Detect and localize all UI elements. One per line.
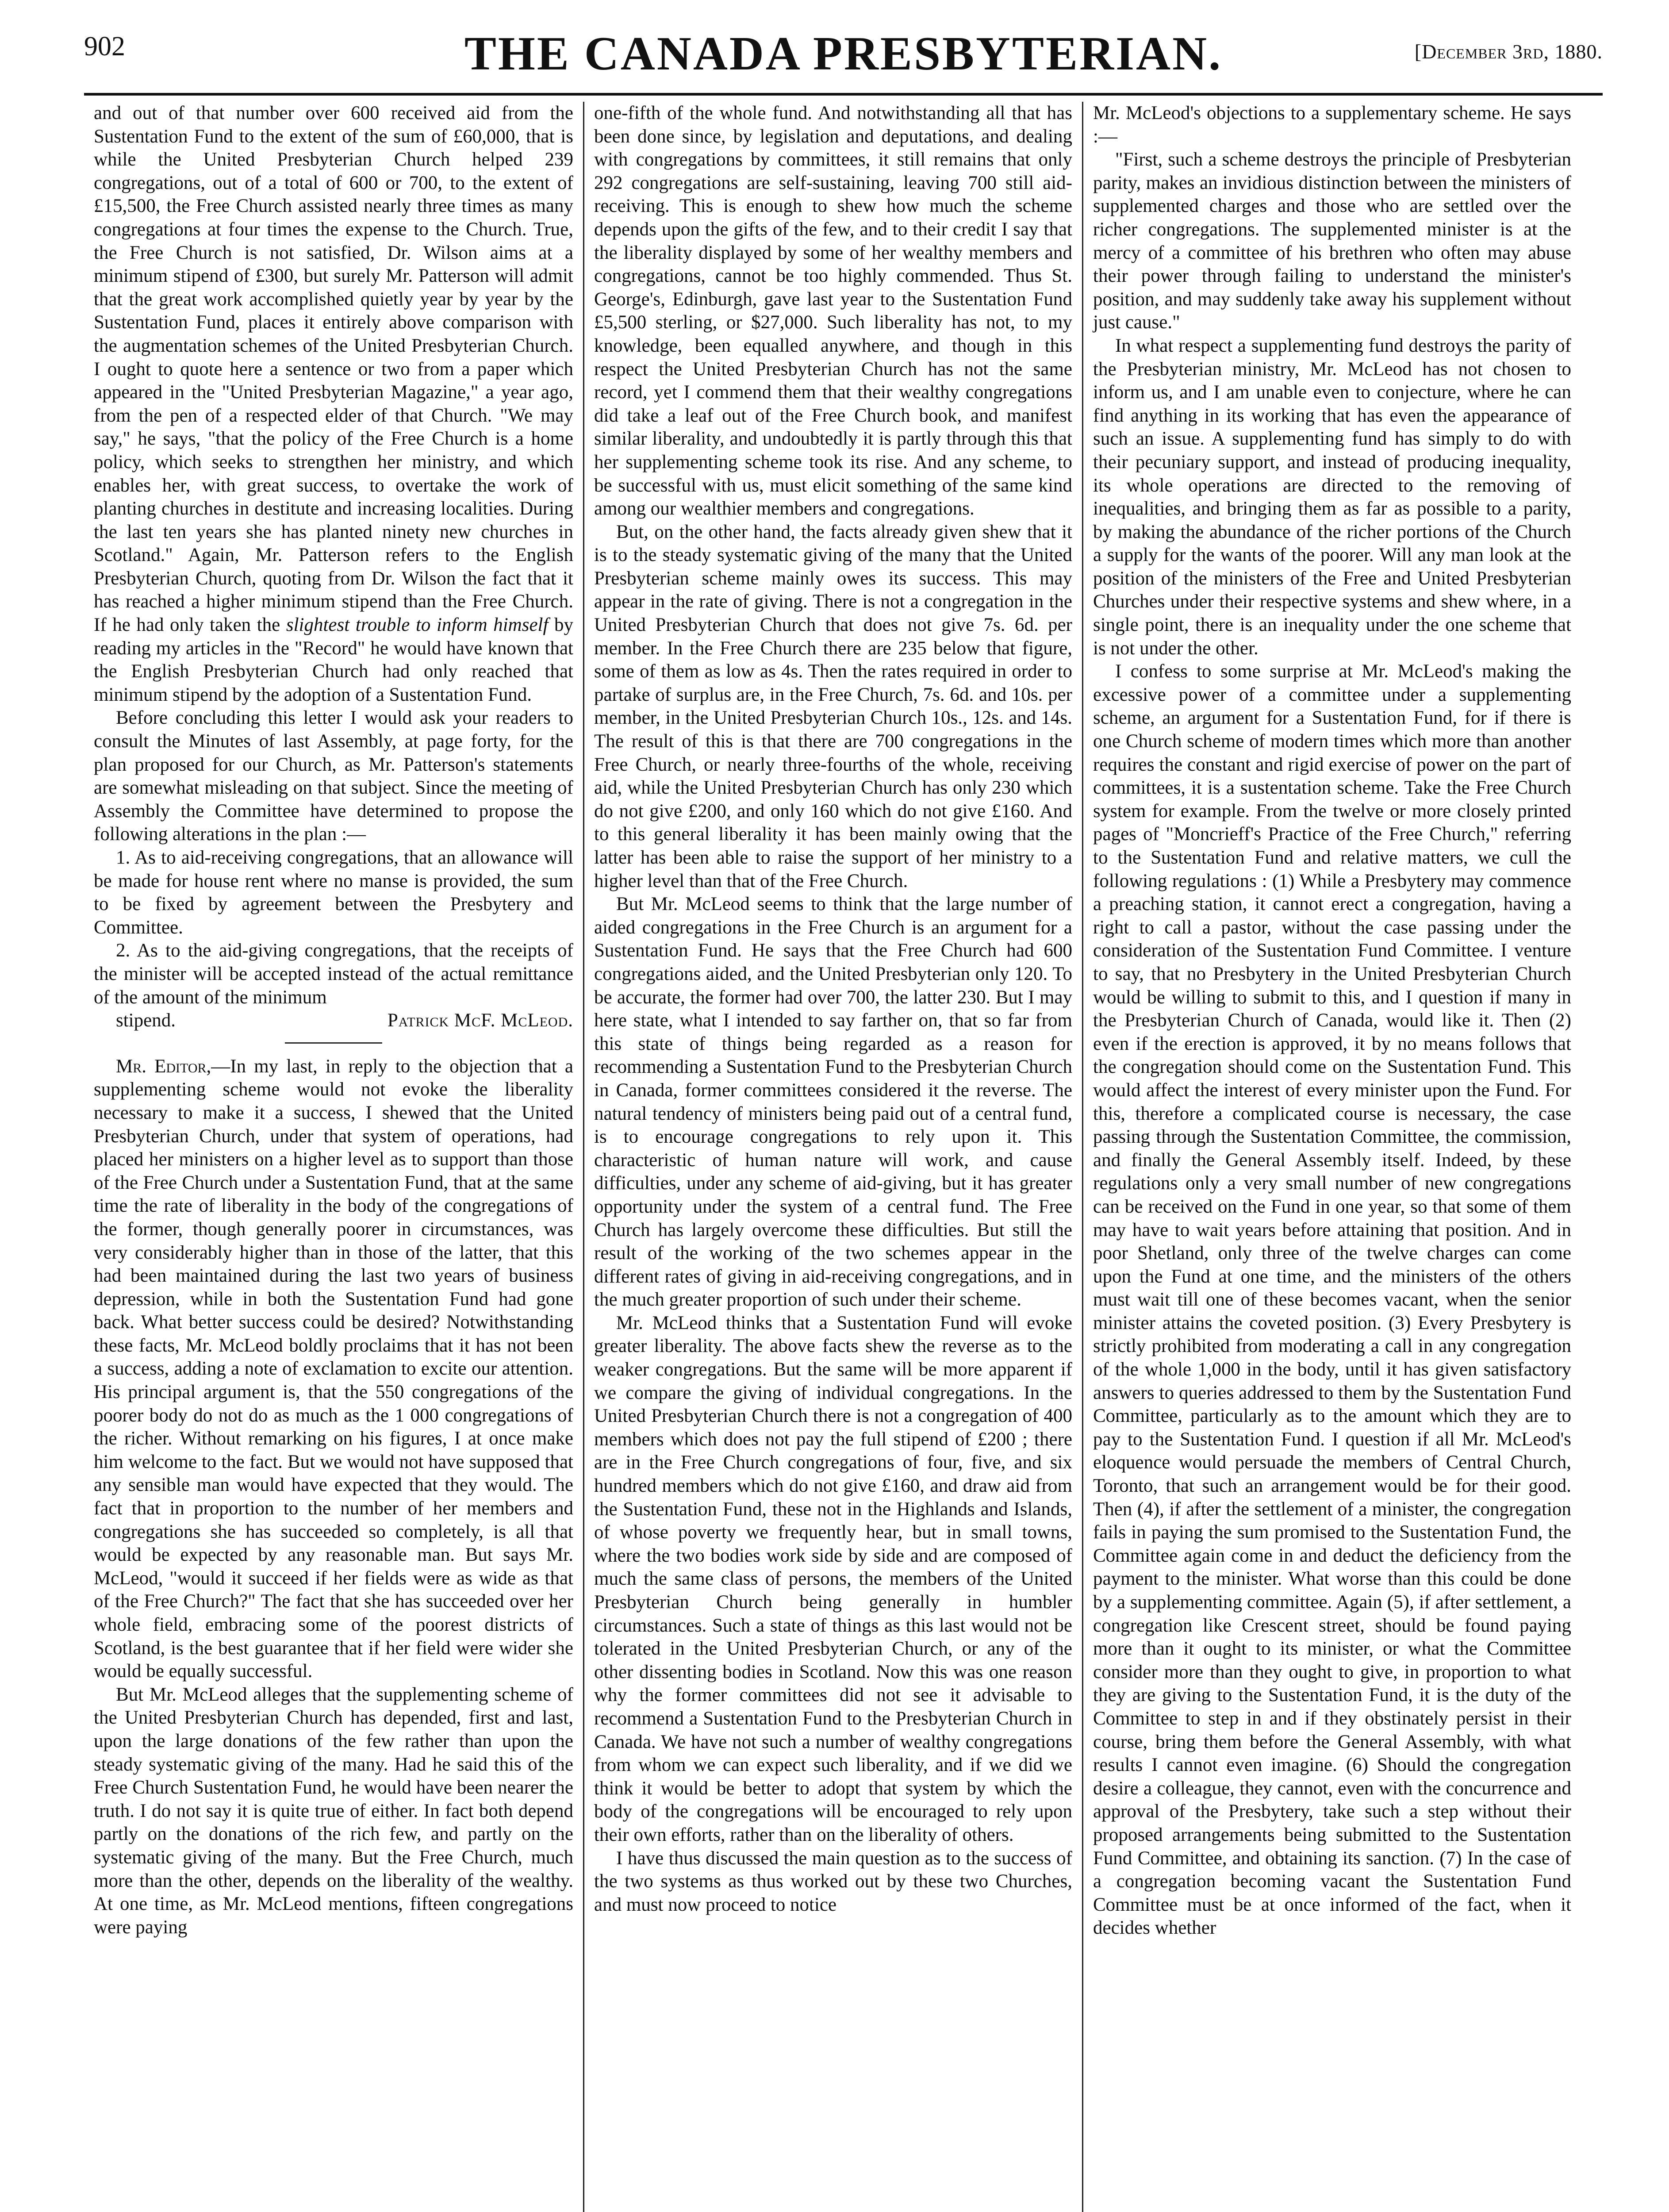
paragraph: I confess to some surprise at Mr. McLeod's making the excessive power of a committee under a supplementing scheme, an argument for a Sustentation Fund, for if there is one Church scheme of modern times which more than another requires the constant and rigid exercise of power on the part of committees, it is a sustentation scheme. Take the Free Church system for example. From the twelve or more closely printed pages of "Moncrieff's Practice of the Free Church," referring to the Sustentation Fund and relative matters, we cull the following regulations : (1) While a Presbytery may commence a preaching station, it cannot erect a congregation, having a right to call a pastor, without the case passing under the consideration of the Sustentation Fund Committee. I venture to say, that no Presbytery in the United Presbyterian Church would be willing to submit to this, and I question if many in the Presbyterian Church of Canada, would like it. Then (2) even if the erection is approved, it by no means follows that the congregation should come on the Sustentation Fund. This would affect the interest of every minister upon the Fund. For this, therefore a complicated course is necessary, the case passing through the Sustentation Committee, the commission, and finally the General Assembly itself. Indeed, by these regulations only a very small number of new congregations can be received on the Fund in one year, so that some of them may have to wait years before attaining that position. And in poor Shetland, only three of the twelve charges can come upon the Fund at one time, and the ministers of the others must wait till one of these becomes vacant, when the senior minister attains the coveted position. (3) Every Presbytery is strictly prohibited from moderating a call in any congregation of the whole 1,000 in the body, until it has given satisfactory answers to queries addressed to them by the Sustentation Fund Committee, particularly as to the amount which they are to pay to the Sustentation Fund. I question if all Mr. McLeod's eloquence would persuade the members of Central Church, Toronto, that such an arrangement would be for their good. Then (4), if after the settlement of a minister, the congregation fails in paying the sum promised to the Sustentation Fund, the Committee again come in and deduct the deficiency from the payment to the minister. What worse than this could be done by a supplementing committee. Again (5), if after settlement, a congregation like Crescent street, should be found paying more than it ought to its minister, or what the Committee consider more than they ought to give, in proportion to what they are giving to the Sustentation Fund, it is the duty of the Committee to step in and if they obstinately persist in their course, bring them before the General Assembly, with what results I cannot even imagine. (6) Should the congregation desire a colleague, they cannot, even with the concurrence and approval of the Presbytery, take such a step without their proposed arrangements being submitted to the Sustentation Fund Committee, and obtaining its sanction. (7) In the case of a congregation becoming vacant the Sustentation Fund Committee must be at once informed of the fact, when it decides whether bbox=[1093, 661, 1571, 1939]
emphasized-text: slightest trouble to inform himself bbox=[286, 614, 549, 636]
paragraph: But Mr. McLeod seems to think that the large number of aided congregations in the Free Church is an argument for a Sustentation Fund. He says that the Free Church had 600 congregations aided, and the United Presbyterian only 120. To be accurate, the former had over 700, the latter 230. But I may here state, what I intended to say farther on, that so far from this state of things being regarded as a reason for recommending a Sustentation Fund to the Presbyterian Church in Canada, former committees considered it the reverse. The natural tendency of ministers being paid out of a central fund, is to encourage congregations to rely upon it. This characteristic of human nature will work, and cause difficulties, under any scheme of aid-giving, but it has greater opportunity under the system of a central fund. The Free Church has largely overcome these difficulties. But still the result of the working of the two schemes appear in the different rates of giving in aid-receiving congregations, and in the much greater proportion of such under their scheme. bbox=[594, 894, 1072, 1310]
quoted-paragraph: "First, such a scheme destroys the principle of Presbyterian parity, makes an invidious distinction between the ministers of supplemented charges and those who are settled over the richer congregations. The supplemented minister is at the mercy of a committee of his brethren who often may abuse their power through failing to understand the minister's position, and may suddenly take away his supplement without just cause." bbox=[1093, 149, 1571, 333]
signature-line bbox=[94, 1009, 573, 1033]
page-number: 902 bbox=[84, 31, 125, 61]
paragraph: 2. As to the aid-giving congregations, that the receipts of the minister will be accepted instead of the actual remittance of the amount of the minimum bbox=[94, 940, 573, 1008]
paragraph bbox=[94, 102, 573, 707]
column-2 bbox=[583, 102, 1082, 2212]
masthead-title: THE CANADA PRESBYTERIAN. bbox=[464, 27, 1223, 80]
paragraph-text: by reading my articles in the "Record" he would have known that the English Presbyterian Church had only reached that minimum stipend by the adoption of a Sustentation Fund. bbox=[94, 614, 574, 705]
section-divider bbox=[285, 1042, 382, 1044]
author-signature: Patrick McF. McLeod. bbox=[387, 1010, 573, 1031]
paragraph: one-fifth of the whole fund. And notwithstanding all that has been done since, by legislation and deputations, and dealing with congregations by committees, it still remains that only 292 congregations are self-sustaining, leaving 700 still aid-receiving. This is enough to shew how much the scheme depends upon the gifts of the few, and to their credit I say that the liberality displayed by some of her wealthy members and congregations, cannot be too highly commended. Thus St. George's, Edinburgh, gave last year to the Sustentation Fund £5,500 sterling, or $27,000. Such liberality has not, to my knowledge, been equalled anywhere, and though in this respect the United Presbyterian Church has not the same record, yet I commend them that their wealthy congregations did take a leaf out of the Free Church book, and manifest similar liberality, and undoubtedly it is partly through this that her supplementing scheme took its rise. And any scheme, to be successful with us, must elicit something of the same kind among our wealthier members and congregations. bbox=[594, 103, 1072, 519]
editor-address: Mr. Editor, bbox=[116, 1056, 211, 1077]
paragraph: I have thus discussed the main question as to the success of the two systems as thus worked out by these two Churches, and must now proceed to notice bbox=[594, 1847, 1072, 1915]
paragraph: Mr. McLeod thinks that a Sustentation Fund will evoke greater liberality. The above facts shew the reverse as to the weaker congregations. But the same will be more apparent if we compare the giving of individual congregations. In the United Presbyterian Church there is not a congregation of 400 members which does not pay the full stipend of £200 ; there are in the Free Church congregations of four, five, and six hundred members which do not give £160, and draw aid from the Sustentation Fund, these not in the Highlands and Islands, of whose poverty we frequently hear, but in small towns, where the two bodies work side by side and are composed of much the same class of persons, the members of the United Presbyterian Church being generally in humbler circumstances. Such a state of things as this last would not be tolerated in the United Presbyterian Church, or any of the other dissenting bodies in Scotland. Now this was one reason why the former committees did not see it advisable to recommend a Sustentation Fund to the Presbyterian Church in Canada. We have not such a number of wealthy congregations from whom we can expect such liberality, and if we did we think it would be better to adopt that system by which the body of the congregations will be encouraged to rely upon their own efforts, rather than on the liberality of others. bbox=[594, 1312, 1072, 1845]
column-3 bbox=[1082, 102, 1581, 2212]
paragraph: But, on the other hand, the facts already given shew that it is to the steady systematic giving of the many that the United Presbyterian scheme mainly owes its success. This may appear in the rate of giving. There is not a congregation in the United Presbyterian Church that does not give 7s. 6d. per member. In the Free Church there are 235 below that figure, some of them as low as 4s. Then the rates required in order to partake of surplus are, in the Free Church, 7s. 6d. and 10s. per member, in the United Presbyterian Church 10s., 12s. and 14s. The result of this is that there are 700 congregations in the Free Church, or nearly three-fourths of the whole, receiving aid, while the United Presbyterian Church has only 230 which do not give £200, and only 160 which do not give £160. And to this general liberality it has been mainly owing that the latter has been able to raise the support of her ministry to a higher level than that of the Free Church. bbox=[594, 521, 1072, 891]
paragraph: In what respect a supplementing fund destroys the parity of the Presbyterian ministry, Mr. McLeod has not chosen to inform us, and I am unable even to conjecture, where he can find anything in its working that has even the appearance of such an issue. A supplementing fund has simply to do with their pecuniary support, and instead of producing inequality, its whole operations are directed to the removing of inequalities, and bringing them as far as possible to a parity, by making the abundance of the richer portions of the Church a supply for the wants of the poorer. Will any man look at the position of the ministers of the Free and United Presbyterian Churches under their respective systems and shew where, in a single point, there is an inequality under the one scheme that is not under the other. bbox=[1093, 335, 1571, 659]
paragraph: 1. As to aid-receiving congregations, that an allowance will be made for house rent where no manse is provided, the sum to be fixed by agreement between the Presbytery and Committee. bbox=[94, 847, 573, 938]
paragraph: Mr. McLeod's objections to a supplementary scheme. He says :— bbox=[1093, 103, 1571, 147]
page-header bbox=[84, 27, 1603, 96]
column-1 bbox=[84, 102, 583, 2212]
signature-lead: stipend. bbox=[116, 1010, 176, 1031]
paragraph bbox=[94, 1055, 573, 1683]
article-columns bbox=[84, 102, 1603, 2212]
issue-date: [December 3rd, 1880. bbox=[1414, 40, 1603, 63]
paragraph: Before concluding this letter I would ask your readers to consult the Minutes of last Assembly, at page forty, for the plan proposed for our Church, as Mr. Patterson's statements are somewhat misleading on that subject. Since the meeting of Assembly the Committee have determined to propose the following alterations in the plan :— bbox=[94, 707, 573, 845]
paragraph-text: and out of that number over 600 received aid from the Sustentation Fund to the extent of the sum of £60,000, that is while the United Presbyterian Church helped 239 congregations, out of a total of 600 or 700, to the extent of £15,500, the Free Church assisted nearly three times as many congregations at four times the expense to the Church. True, the Free Church is not satisfied, Dr. Wilson aims at a minimum stipend of £300, but surely Mr. Patterson will admit that the great work accomplished quietly year by year by the Sustentation Fund, places it entirely above comparison with the augmentation schemes of the United Presbyterian Church. I ought to quote here a sentence or two from a paper which appeared in the "United Presbyterian Magazine," a year ago, from the pen of a respected elder of that Church. "We may say," he says, "that the policy of the Free Church is a home policy, which seeks to strengthen her ministry, and which enables her, with great success, to overtake the work of planting churches in destitute and increasing localities. During the last ten years she has planted ninety new churches in Scotland." Again, Mr. Patterson refers to the English Presbyterian Church, quoting from Dr. Wilson the fact that it has reached a higher minimum stipend than the Free Church. If he had only taken the bbox=[94, 103, 573, 636]
paragraph-text: —In my last, in reply to the objection that a supplementing scheme would not evoke the liberality necessary to make it a success, I shewed that the United Presbyterian Church, under that system of operations, had placed her ministers on a higher level as to support than those of the Free Church under a Sustentation Fund, that at the same time the rate of liberality in the body of the congregations of the former, though generally poorer in circumstances, was very considerably higher than in those of the latter, that this had been maintained during the last two years of business depression, while in both the Sustentation Fund had gone back. What better success could be desired? Notwithstanding these facts, Mr. McLeod boldly proclaims that it has not been a success, adding a note of exclamation to excite our attention. His principal argument is, that the 550 congregations of the poorer body do not do as much as the 1 000 congregations of the richer. Without remarking on his figures, I at once make him welcome to the fact. But we would not have supposed that any sensible man would have expected that they would. The fact that in proportion to the number of her members and congregations she has succeeded so completely, is all that would be expected by any reasonable man. But says Mr. McLeod, "would it succeed if her fields were as wide as that of the Free Church?" The fact that she has succeeded over her whole field, embracing some of the poorest districts of Scotland, is the best guarantee that if her field were wider she would be equally successful. bbox=[94, 1056, 574, 1682]
paragraph: But Mr. McLeod alleges that the supplementing scheme of the United Presbyterian Church has depended, first and last, upon the large donations of the few rather than upon the steady systematic giving of the many. Had he said this of the Free Church Sustentation Fund, he would have been nearer the truth. I do not say it is quite true of either. In fact both depend partly on the donations of the rich few, and partly on the systematic giving of the many. But the Free Church, much more than the other, depends on the liberality of the wealthy. At one time, as Mr. McLeod mentions, fifteen congregations were paying bbox=[94, 1684, 573, 1938]
